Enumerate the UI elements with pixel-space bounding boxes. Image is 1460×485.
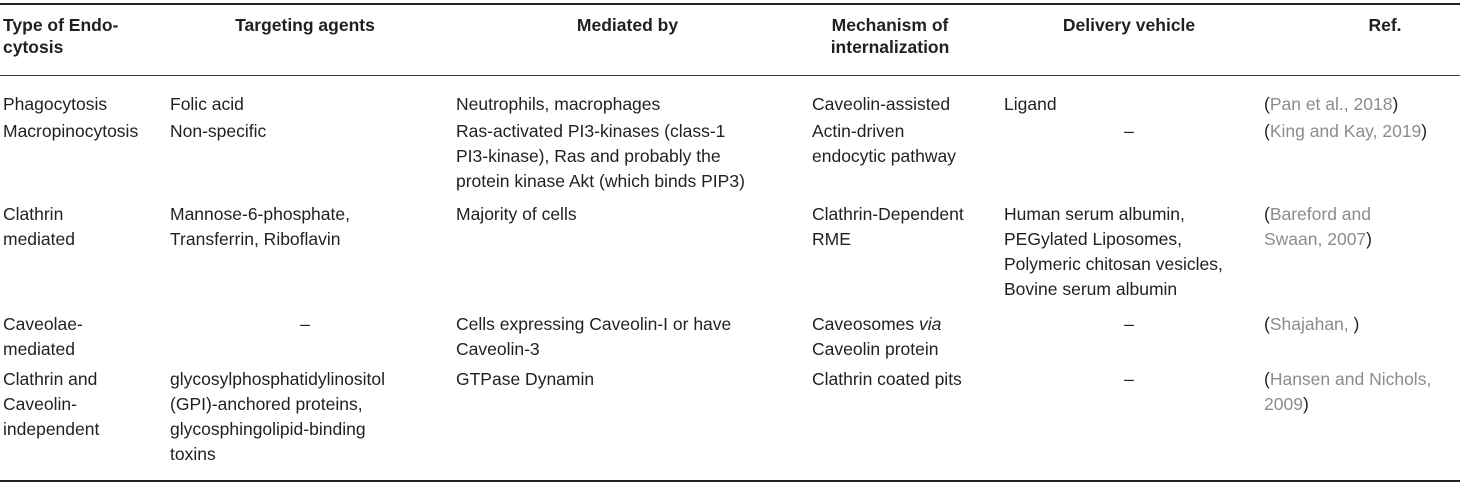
row4-vehicle: –: [1124, 314, 1134, 334]
header-delivery-vehicle: Delivery vehicle: [1062, 15, 1196, 35]
row5-type: Clathrin and Caveolin- independent: [3, 369, 100, 439]
row4-agents: –: [300, 314, 310, 334]
row2-mechanism: Actin-driven endocytic pathway: [812, 121, 956, 166]
row1-vehicle: Ligand: [1004, 94, 1057, 114]
row1-ref: (Pan et al., 2018): [1264, 94, 1399, 114]
row5-mediated: GTPase Dynamin: [456, 369, 595, 389]
row3-type: Clathrin mediated: [3, 204, 75, 249]
row2-vehicle: –: [1124, 121, 1134, 141]
row1-mediated: Neutrophils, macrophages: [456, 94, 661, 114]
header-ref: Ref.: [1368, 15, 1402, 35]
table-top-rule: [0, 3, 1460, 5]
row5-mechanism: Clathrin coated pits: [812, 369, 962, 389]
row1-agents: Folic acid: [170, 94, 244, 114]
row3-agents: Mannose-6-phosphate, Transferrin, Riboflavin: [170, 204, 350, 249]
header-mechanism: Mechanism of internalization: [830, 15, 950, 57]
header-type: Type of Endo- cytosis: [3, 15, 119, 57]
row5-vehicle: –: [1124, 369, 1134, 389]
row4-ref: (Shajahan, ): [1264, 314, 1360, 334]
header-targeting-agents: Targeting agents: [235, 15, 375, 35]
row2-agents: Non-specific: [170, 121, 267, 141]
row4-mechanism: Caveosomes via Caveolin protein: [812, 314, 942, 359]
row3-vehicle: Human serum albumin, PEGylated Liposomes, Polymeric chitosan vesicles, Bovine serum albumin: [1004, 204, 1223, 299]
row2-type: Macropinocytosis: [3, 121, 139, 141]
row2-ref: (King and Kay, 2019): [1264, 121, 1428, 141]
row3-mediated: Majority of cells: [456, 204, 577, 224]
row1-type: Phagocytosis: [3, 94, 108, 114]
row5-ref: (Hansen and Nichols, 2009): [1264, 369, 1432, 414]
row5-agents: glycosylphosphatidylinositol (GPI)-anchored proteins, glycosphingolipid-binding toxins: [170, 369, 385, 464]
row3-mechanism: Clathrin-Dependent RME: [812, 204, 964, 249]
table-bottom-rule: [0, 480, 1460, 482]
row3-ref: (Bareford and Swaan, 2007): [1264, 204, 1372, 249]
table-header-rule: [0, 75, 1460, 76]
row1-mechanism: Caveolin-assisted: [812, 94, 951, 114]
row4-mediated: Cells expressing Caveolin-I or have Caveolin-3: [456, 314, 732, 359]
row2-mediated: Ras-activated PI3-kinases (class-1 PI3-kinase), Ras and probably the protein kinase Akt (which binds PIP3): [456, 121, 745, 191]
row4-type: Caveolae- mediated: [3, 314, 83, 359]
header-mediated-by: Mediated by: [576, 15, 679, 35]
